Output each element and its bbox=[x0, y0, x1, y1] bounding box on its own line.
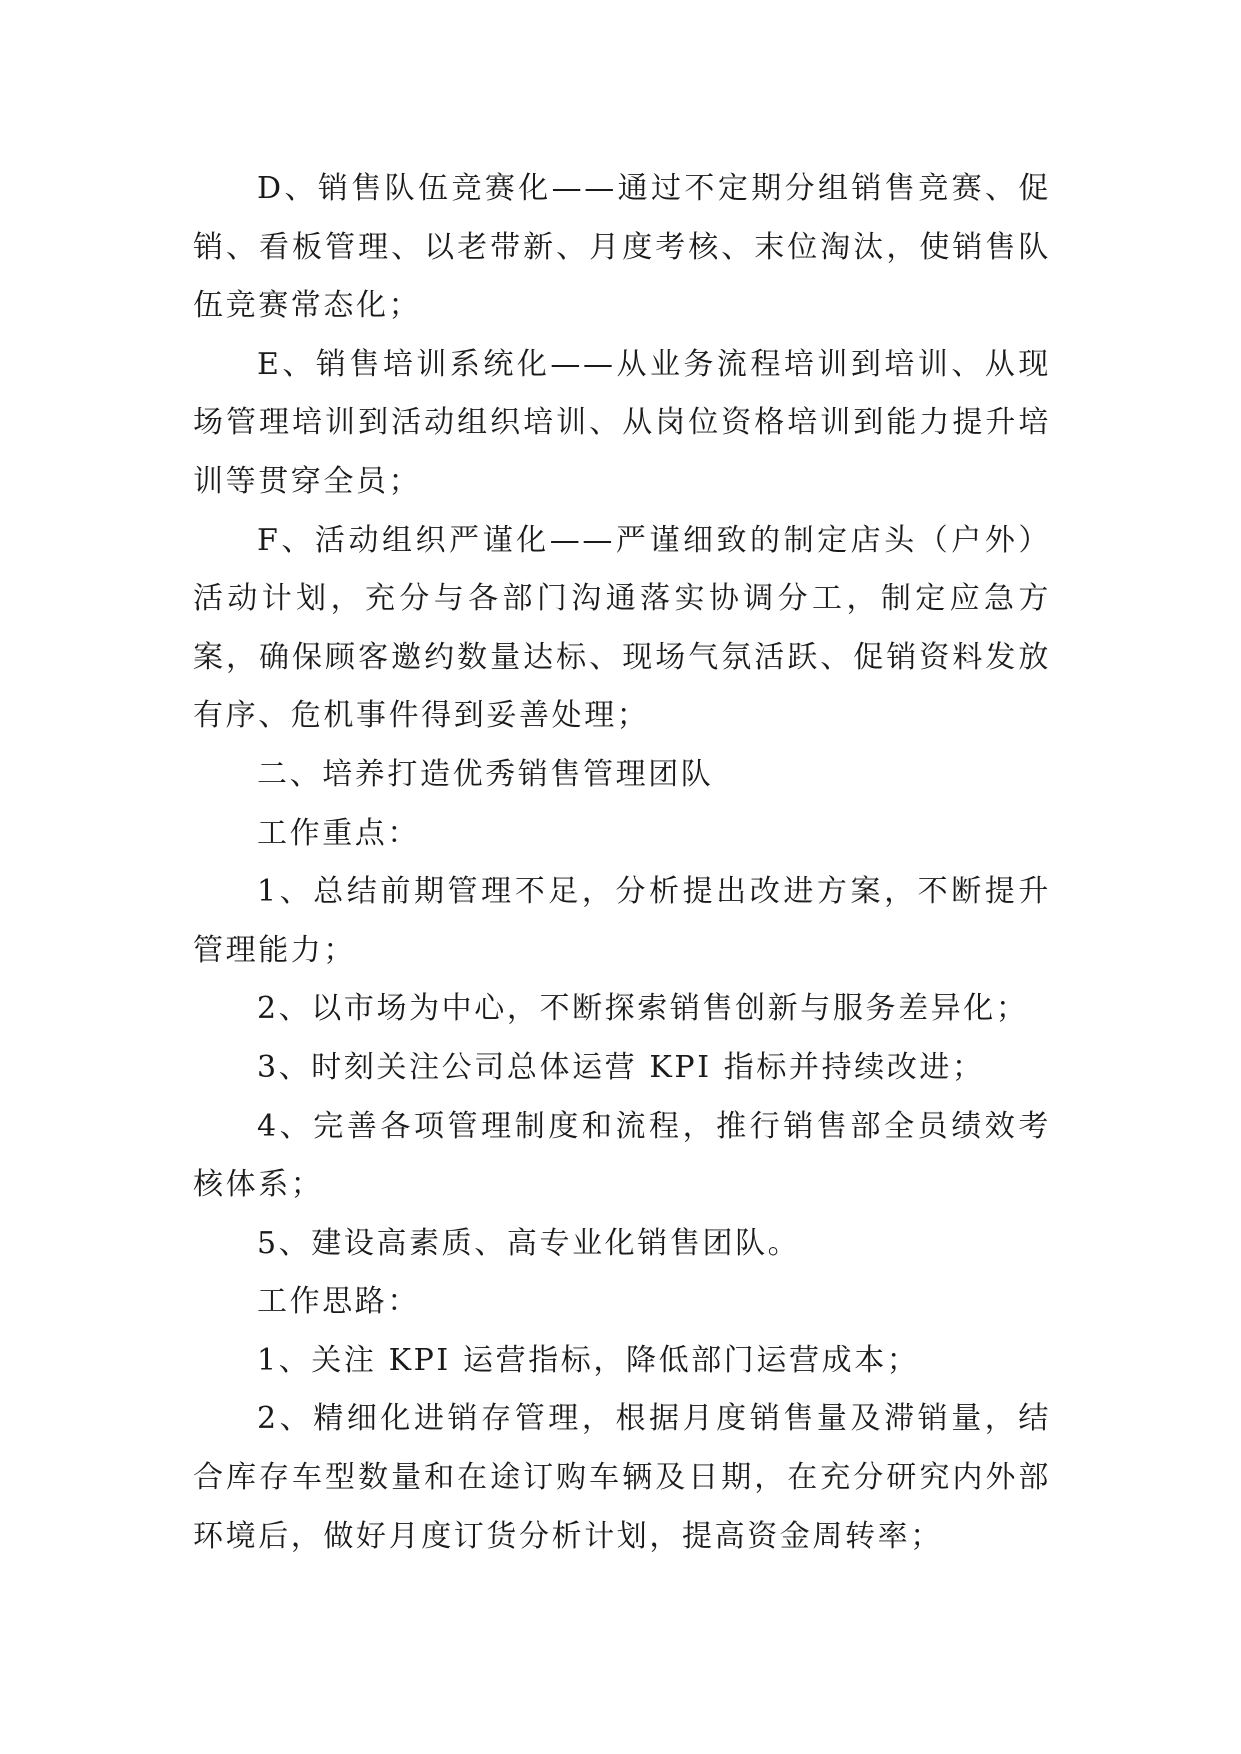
focus-item-5: 5、建设高素质、高专业化销售团队。 bbox=[257, 1225, 801, 1261]
paragraph-e-sales-training: E、销售培训系统化——从业务流程培训到培训、从现场管理培训到活动组织培训、从岗位资格培训到能力提升培训等贯穿全员； bbox=[193, 346, 1051, 499]
section-heading-management-team: 二、培养打造优秀销售管理团队 bbox=[257, 756, 714, 792]
approach-item-1: 1、关注 KPI 运营指标，降低部门运营成本； bbox=[257, 1342, 920, 1378]
focus-item-3: 3、时刻关注公司总体运营 KPI 指标并持续改进； bbox=[257, 1049, 985, 1085]
paragraph-f-activity-organization: F、活动组织严谨化——严谨细致的制定店头（户外）活动计划，充分与各部门沟通落实协调分工，制定应急方案，确保顾客邀约数量达标、现场气氛活跃、促销资料发放有序、危机事件得到妥善处理； bbox=[193, 522, 1051, 734]
subheading-work-approach: 工作思路： bbox=[257, 1284, 420, 1320]
focus-item-1: 1、总结前期管理不足，分析提出改进方案，不断提升管理能力； bbox=[193, 874, 1051, 968]
focus-item-4: 4、完善各项管理制度和流程，推行销售部全员绩效考核体系； bbox=[193, 1108, 1051, 1203]
approach-item-2: 2、精细化进销存管理，根据月度销售量及滞销量，结合库存车型数量和在途订购车辆及日期，在充分研究内外部环境后，做好月度订货分析计划，提高资金周转率； bbox=[193, 1401, 1051, 1554]
focus-item-2: 2、以市场为中心，不断探索销售创新与服务差异化； bbox=[257, 991, 1029, 1027]
subheading-work-focus: 工作重点： bbox=[257, 815, 420, 851]
document-body bbox=[193, 160, 1051, 1566]
paragraph-d-sales-team-competition: D、销售队伍竞赛化——通过不定期分组销售竞赛、促销、看板管理、以老带新、月度考核、末位淘汰，使销售队伍竞赛常态化； bbox=[193, 171, 1051, 324]
